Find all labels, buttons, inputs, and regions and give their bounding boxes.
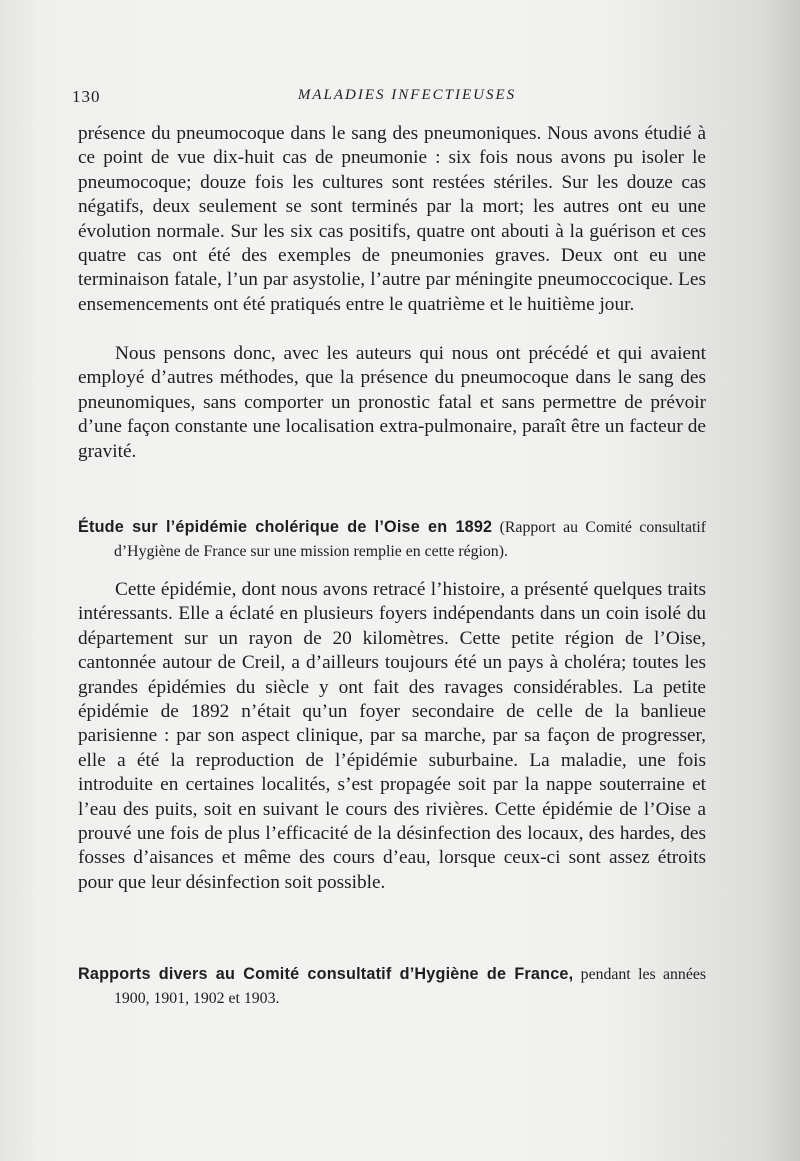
section-heading-cholera-oise [78,515,706,564]
heading-subtitle: pendant les années [573,966,706,983]
heading-bold-title: Étude sur l’épidémie cholérique de l’Oise en 1892 [78,518,493,536]
page-header [72,87,712,109]
running-title: MALADIES INFECTIEUSES [297,87,517,103]
paragraph-text: Nous pensons donc, avec les auteurs qui nous ont précédé et qui avaient employé d’autres méthodes, que la présence du pneumocoque dans le sang des pneunomiques, sans comporter un pronostic fatal et sans permettre de prévoir d’une façon constante une localisation extra-pulmonaire, paraît être un facteur de gravité. [78,343,706,462]
paragraph-pneumocoque-results [78,122,706,317]
heading-line-2: d’Hygiène de France sur une mission remplie en cette région). [114,543,508,560]
heading-bold-title: Rapports divers au Comité consultatif d’Hygiène de France, [78,965,574,983]
heading-line-1 [78,962,706,987]
paragraph-text: présence du pneumocoque dans le sang des pneumoniques. Nous avons étudié à ce point de vue dix-huit cas de pneumonie : six fois nous avons pu isoler le pneumocoque; douze fois les cultures sont restées stériles. Sur les douze cas négatifs, deux seulement se sont terminés par la mort; les autres ont eu une évolution normale. Sur les six cas positifs, quatre ont abouti à la guérison et ces quatre cas ont été des exemples de pneumonies graves. Deux ont eu une terminaison fatale, l’un par asystolie, l’autre par méningite pneumoccocique. Les ensemencements ont été pratiqués entre le quatrième et le huitième jour. [78,123,706,315]
paragraph-cholera-epidemic [78,578,706,895]
section-heading-rapports-divers [78,962,706,1011]
page-number: 130 [72,87,101,106]
heading-subtitle: (Rapport au Comité consultatif [492,519,706,536]
paragraph-text: Cette épidémie, dont nous avons retracé l’histoire, a présenté quelques traits intéressants. Elle a éclaté en plusieurs foyers indépendants dans un coin isolé du département sur un rayon de 20 kilomètres. Cette petite région de l’Oise, cantonnée autour de Creil, a d’ailleurs toujours été un pays à choléra; toutes les grandes épidémies du siècle y ont fait des ravages considérables. La petite épidémie de 1892 n’était qu’un foyer secondaire de celle de la banlieue parisienne : par son aspect clinique, par sa marche, par sa façon de progresser, elle a été la reproduction de l’épidémie suburbaine. La maladie, une fois introduite en certaines localités, s’est propagée soit par la nappe souterraine et l’eau des puits, soit en suivant le cours des rivières. Cette épidémie de l’Oise a prouvé une fois de plus l’efficacité de la désinfection des locaux, des hardes, des fosses d’aisances et même des cours d’eau, lorsque ceux-ci sont assez étroits pour que leur désinfection soit possible. [78,579,706,893]
paragraph-pneumocoque-conclusion [78,342,706,464]
heading-line-2: 1900, 1901, 1902 et 1903. [114,990,280,1007]
heading-line-1 [78,515,706,540]
